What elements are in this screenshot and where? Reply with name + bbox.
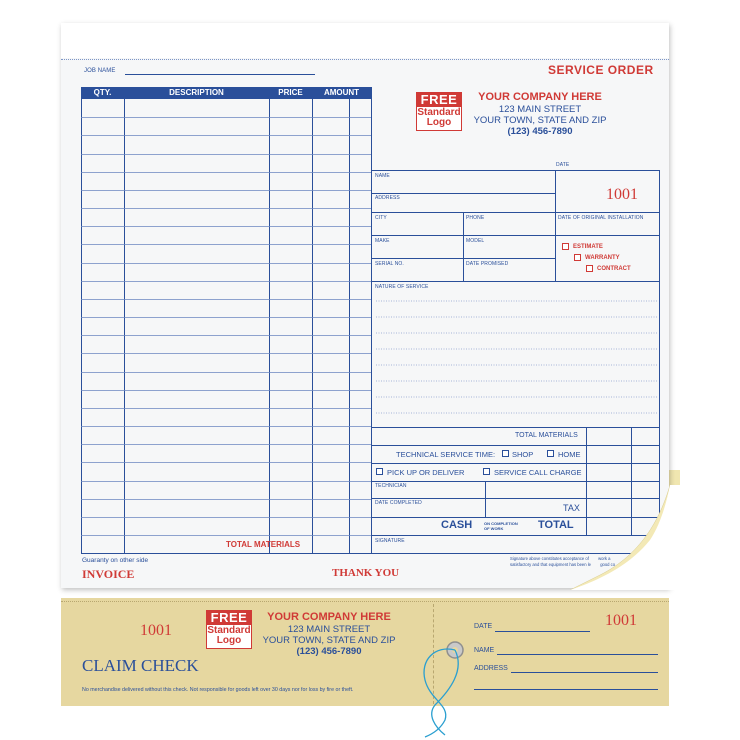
shop-label: SHOP [512,450,534,459]
signature-label: SIGNATURE [375,538,405,544]
company-name: YOUR COMPANY HERE [478,91,602,103]
home-label: HOME [558,450,581,459]
date-label: DATE [556,162,570,168]
make-label: MAKE [375,238,390,244]
claim-company-street: 123 MAIN STREET [287,624,371,635]
total-materials-left-label: TOTAL MATERIALS [226,540,301,549]
address-label: ADDRESS [375,195,400,201]
order-number: 1001 [606,186,638,203]
pickup-checkbox[interactable] [376,468,383,475]
signature-note-line1: Signature above constitutes acceptance of [510,556,589,561]
claim-logo-free-text: FREE [206,610,252,625]
company-logo [416,92,462,131]
signature-note-line2-end: good co [600,562,616,567]
date-original-installation-label: DATE OF ORIGINAL INSTALLATION [558,215,644,221]
company-phone: (123) 456-7890 [507,126,573,137]
company-street: 123 MAIN STREET [498,104,582,115]
model-label: MODEL [466,238,485,244]
phone-label: PHONE [466,215,485,221]
thank-you-label: THANK YOU [332,567,400,579]
total-label: TOTAL [538,519,574,531]
pickup-label: PICK UP OR DELIVER [387,468,465,477]
cash-label: CASH [441,519,473,531]
claim-logo-standard-text: Standard [207,625,251,636]
date-completed-label: DATE COMPLETED [375,500,422,506]
signature-note-line1-end: work a [598,556,611,561]
on-completion-note [484,521,518,531]
on-completion-line1: ON COMPLETION [484,521,518,526]
claim-logo-logo-text: Logo [216,635,242,646]
service-call-checkbox[interactable] [483,468,490,475]
col-amount-header: AMOUNT [323,88,360,97]
signature-note-line2: satisfactory and that equipment has been le [510,562,592,567]
claim-company-city: YOUR TOWN, STATE AND ZIP [262,635,396,646]
guaranty-note: Guaranty on other side [82,557,149,564]
warranty-label: WARRANTY [585,255,620,261]
stub-top-perforation [61,601,669,602]
claim-company-name: YOUR COMPANY HERE [267,611,391,623]
city-label: CITY [375,215,387,221]
logo-free-text: FREE [416,92,462,107]
tag-string [395,635,485,740]
technical-service-time-label: TECHNICAL SERVICE TIME: [396,450,496,459]
claim-address-label: ADDRESS [474,665,508,672]
name-label: NAME [375,173,390,179]
estimate-label: ESTIMATE [573,244,603,250]
col-description-header: DESCRIPTION [169,88,224,97]
nature-of-service-label: NATURE OF SERVICE [375,284,429,290]
claim-date-label: DATE [474,623,493,630]
claim-address-line[interactable] [511,672,658,673]
logo-logo-text: Logo [426,117,452,128]
tax-label: TAX [563,503,580,513]
claim-company-phone: (123) 456-7890 [296,646,362,657]
shop-checkbox[interactable] [502,450,509,457]
claim-date-line[interactable] [495,631,590,632]
logo-standard-text: Standard [417,107,461,118]
invoice-label: INVOICE [82,567,135,581]
job-name-label: JOB NAME [84,68,116,74]
col-qty-header: QTY. [93,88,112,97]
home-checkbox[interactable] [547,450,554,457]
claim-address-line-2[interactable] [474,689,658,690]
claim-number-left: 1001 [140,622,172,639]
warranty-checkbox[interactable] [574,254,581,261]
company-city: YOUR TOWN, STATE AND ZIP [473,115,607,126]
technician-label: TECHNICIAN [375,483,407,489]
claim-check-title: CLAIM CHECK [82,656,199,675]
claim-notice: No merchandise delivered without this check. Not responsible for goods left over 30 days nor for loss by fire or theft. [82,687,354,693]
service-call-label: SERVICE CALL CHARGE [494,468,582,477]
estimate-checkbox[interactable] [562,243,569,250]
claim-name-line[interactable] [497,654,658,655]
contract-checkbox[interactable] [586,265,593,272]
date-promised-label: DATE PROMISED [466,261,509,267]
serial-label: SERIAL NO. [375,261,404,267]
on-completion-line2: OF WORK [484,526,504,531]
claim-number-right: 1001 [605,612,637,629]
contract-label: CONTRACT [597,266,631,272]
page-curl [560,480,680,590]
col-price-header: PRICE [278,88,303,97]
claim-name-label: NAME [474,647,495,654]
form-title: SERVICE ORDER [548,63,654,77]
total-materials-label: TOTAL MATERIALS [515,432,578,439]
claim-company-logo [206,610,252,649]
